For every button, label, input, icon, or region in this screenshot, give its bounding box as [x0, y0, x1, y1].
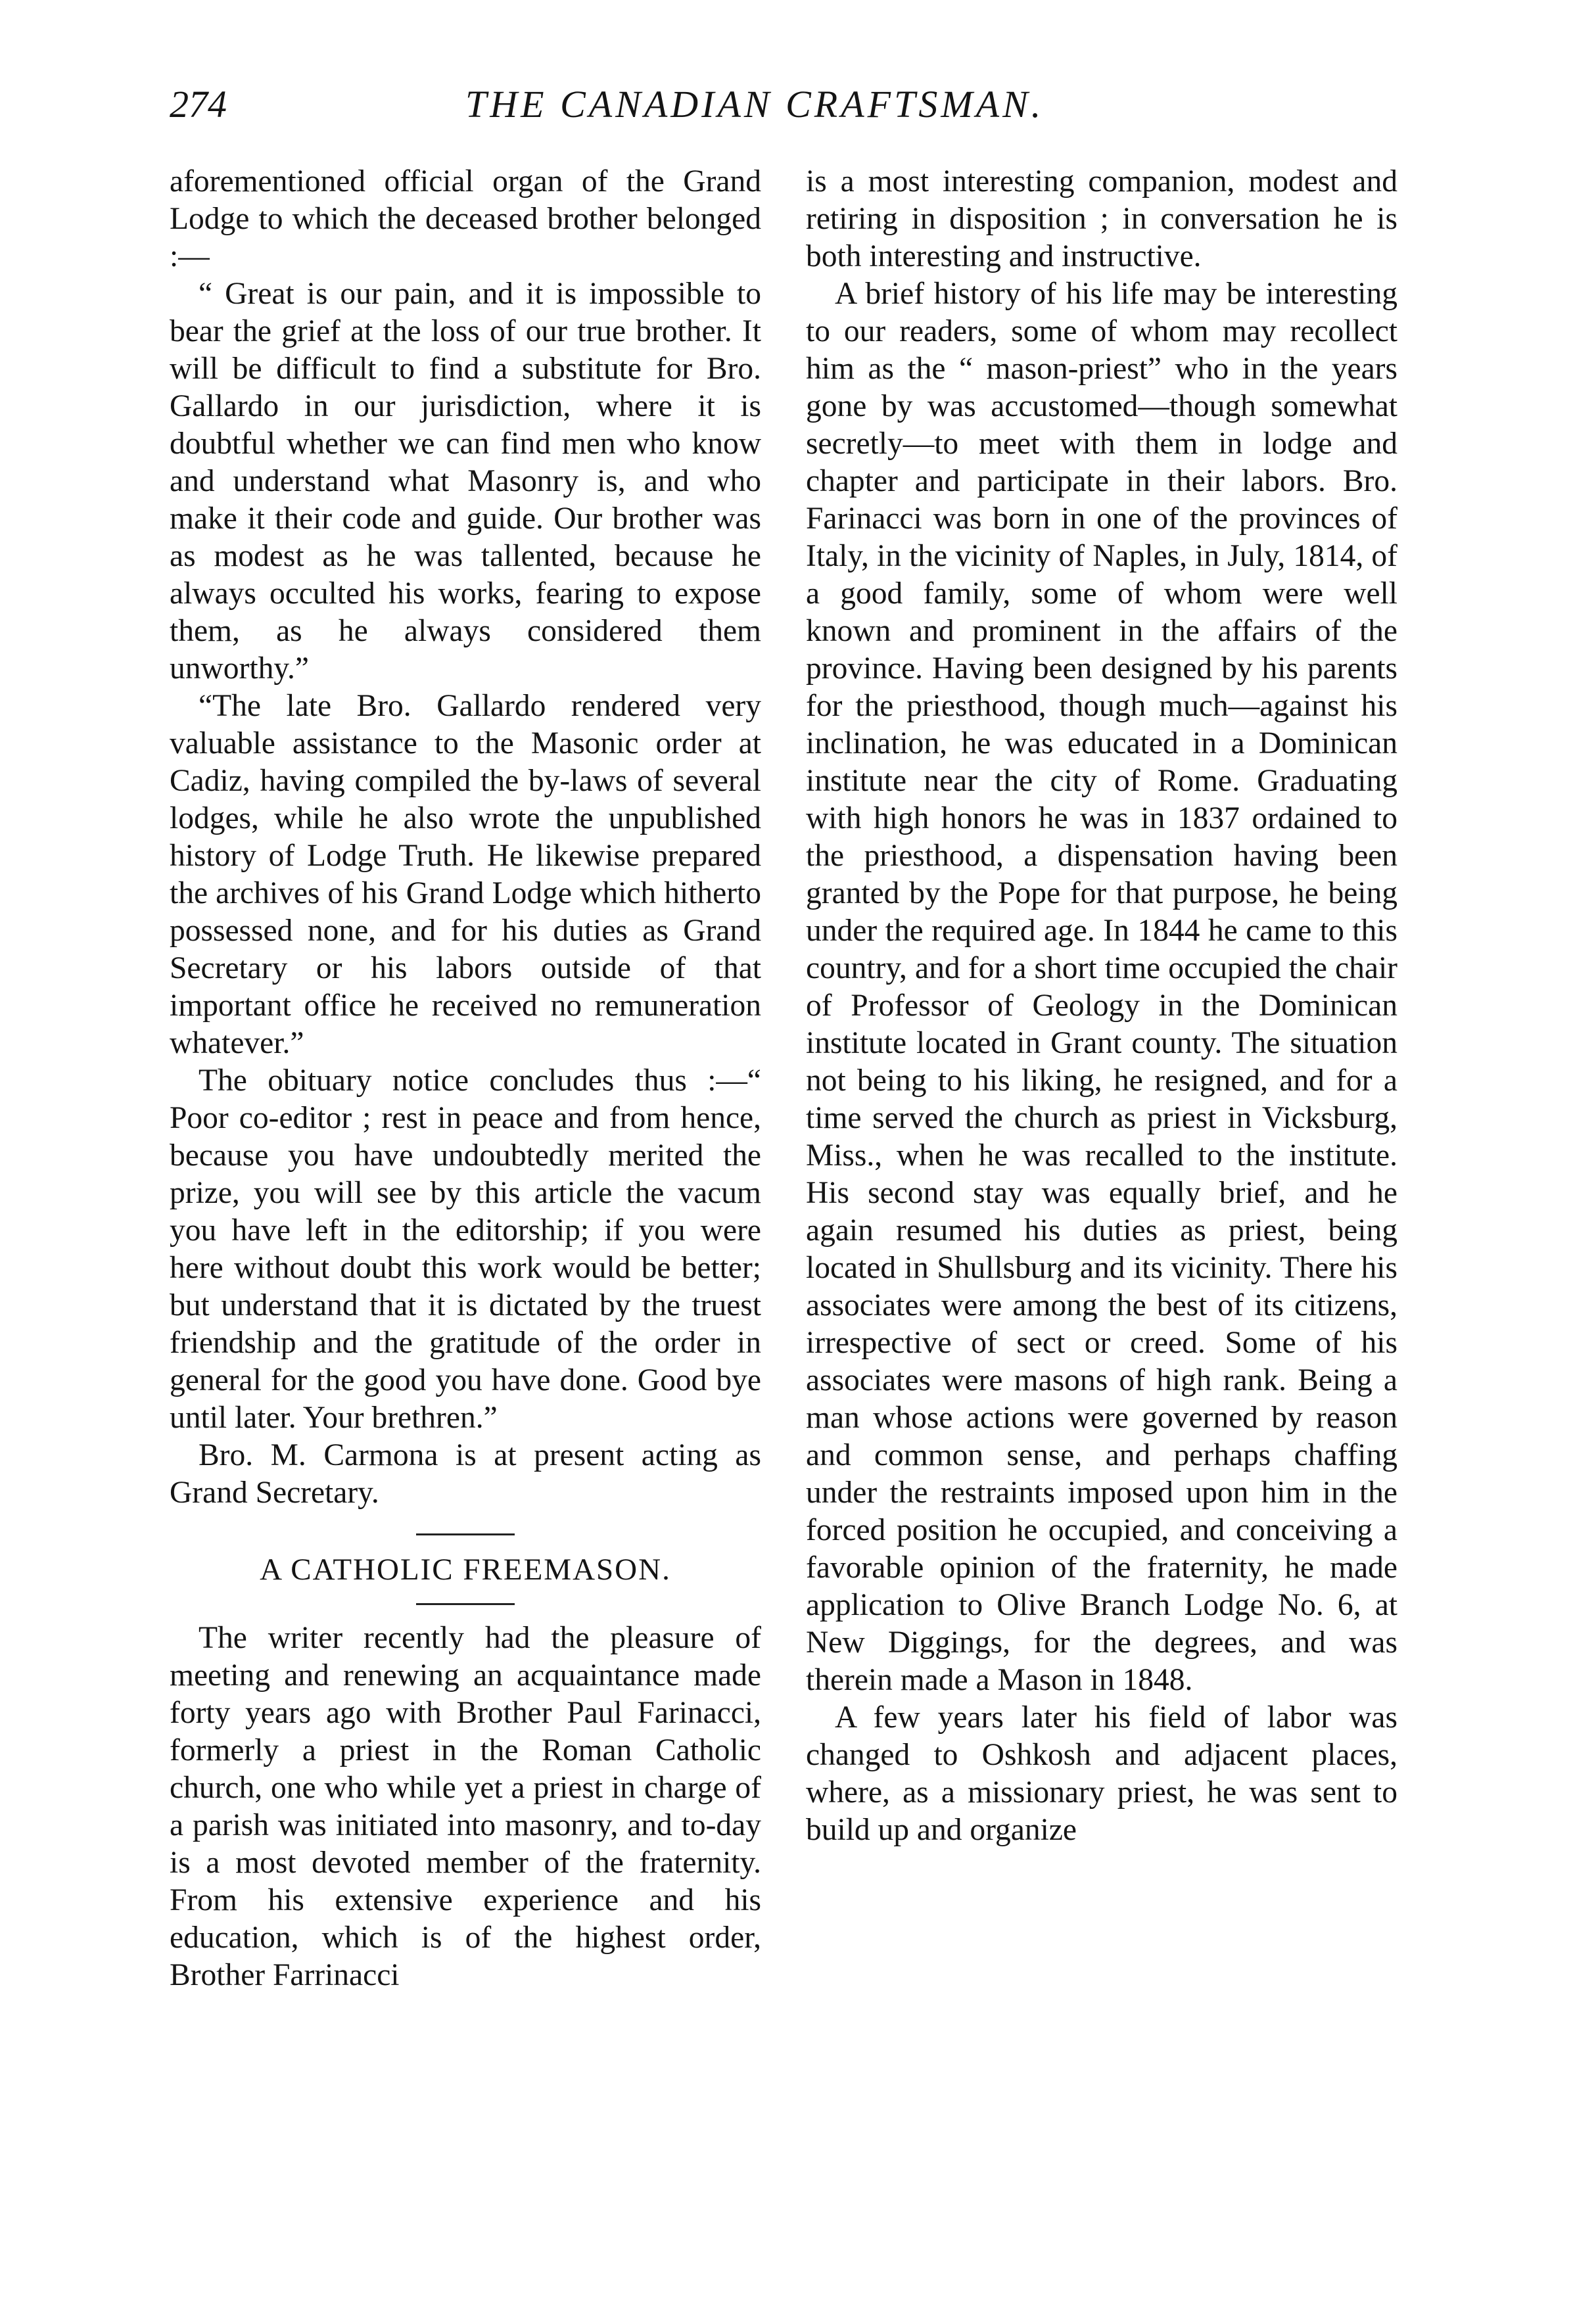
paragraph: The obituary notice concludes thus :—“ Poor co-editor ; rest in peace and from hence, because you have undoubtedly merited the prize, you will see by this article the vacum you have left in the editorship; if you were here without doubt this work would be better; but understand that it is dictated by the truest friendship and the gratitude of the order in general for the good you have done. Good bye until later. Your brethren.” [170, 1063, 761, 1435]
paragraph: aforementioned official organ of the Grand Lodge to which the deceased brother belonged :— [170, 164, 761, 273]
quoted-paragraph: “The late Bro. Gallardo rendered very valuable assistance to the Masonic order at Cadiz, having compiled the by-laws of several lodges, while he also wrote the unpublished history of Lodge Truth. He likewise prepared the archives of his Grand Lodge which hitherto possessed none, and for his duties as Grand Secretary or his labors outside of that important office he received no remuneration whatever.” [170, 689, 761, 1060]
section-divider [416, 1533, 515, 1535]
journal-title: THE CANADIAN CRAFTSMAN. [465, 83, 1044, 126]
page-number: 274 [170, 83, 227, 126]
paragraph: The writer recently had the pleasure of meeting and renewing an acquaintance made forty years ago with Brother Paul Farinacci, formerly a priest in the Roman Catholic church, one who while yet a priest in charge of a parish was initiated into masonry, and to-day is a most devoted member of the fraternity. From his extensive experience and his education, which is of the highest order, Brother Farrinacci [170, 1621, 761, 1992]
paragraph: A few years later his field of labor was changed to Oshkosh and adjacent places, where, as a missionary priest, he was sent to build up and organize [806, 1700, 1397, 1847]
right-column [806, 163, 1397, 1849]
paragraph: is a most interesting companion, modest and retiring in disposition ; in conversation he is both interesting and instructive. [806, 164, 1397, 273]
section-divider [416, 1603, 515, 1605]
section-heading: A CATHOLIC FREEMASON. [260, 1553, 671, 1587]
left-column [170, 163, 761, 1994]
quoted-paragraph: “ Great is our pain, and it is impossible to bear the grief at the loss of our true brother. It will be difficult to find a substitute for Bro. Gallardo in our jurisdiction, where it is doubtful whether we can find men who know and understand what Masonry is, and who make it their code and guide. Our brother was as modest as he was tallented, because he always occulted his works, fearing to expose them, as he always considered them unworthy.” [170, 277, 761, 686]
paragraph: A brief history of his life may be interesting to our readers, some of whom may recollect him as the “ mason-priest” who in the years gone by was accustomed—though somewhat secretly—to meet with them in lodge and chapter and participate in their labors. Bro. Farinacci was born in one of the provinces of Italy, in the vicinity of Naples, in July, 1814, of a good family, some of whom were well known and prominent in the affairs of the province. Having been designed by his parents for the priesthood, though much—against his inclination, he was educated in a Dominican institute near the city of Rome. Graduating with high honors he was in 1837 ordained to the priesthood, a dispensation having been granted by the Pope for that purpose, he being under the required age. In 1844 he came to this country, and for a short time occupied the chair of Professor of Geology in the Dominican institute located in Grant county. The situation not being to his liking, he resigned, and for a time served the church as priest in Vicksburg, Miss., when he was recalled to the institute. His second stay was equally brief, and he again resumed his duties as priest, being located in Shullsburg and its vicinity. There his associates were among the best of its citizens, irrespective of sect or creed. Some of his associates were masons of high rank. Being a man whose actions were governed by reason and common sense, and perhaps chaffing under the restraints imposed upon him in the forced position he occupied, and conceiving a favorable opinion of the fraternity, he made application to Olive Branch Lodge No. 6, at New Diggings, for the degrees, and was therein made a Mason in 1848. [806, 277, 1397, 1697]
running-head [170, 82, 1399, 135]
paragraph: Bro. M. Carmona is at present acting as Grand Secretary. [170, 1438, 761, 1510]
